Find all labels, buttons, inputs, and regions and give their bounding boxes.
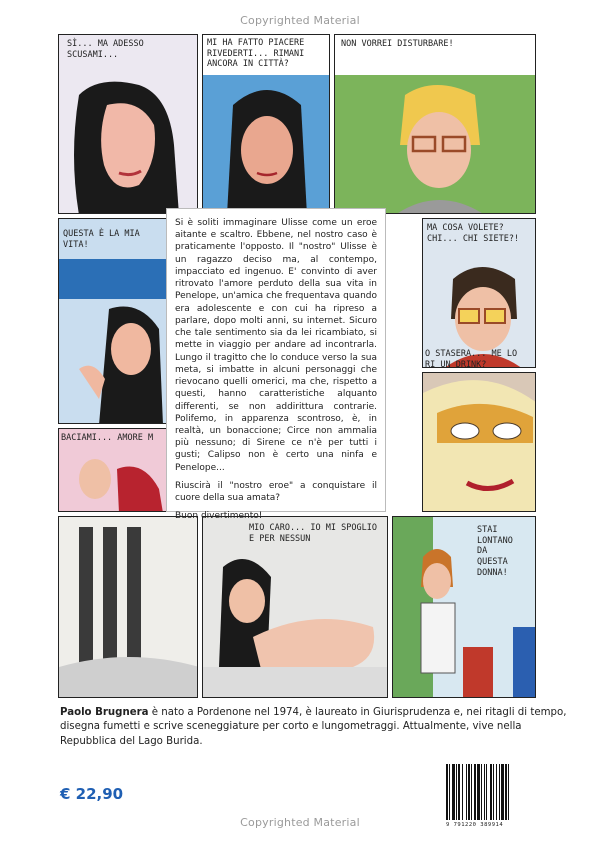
panel-8-illustration (59, 517, 198, 698)
author-bio (60, 706, 580, 749)
back-cover-blurb (166, 208, 386, 522)
panel-1-illustration (59, 35, 198, 214)
comic-panel-1 (58, 34, 198, 214)
speech-bubble-6: O STASERA... ME LO RI UN DRINK? (425, 349, 518, 368)
blurb-paragraph-1: Si è soliti immaginare Ulisse come un eroe aitante e scaltro. Ebbene, nel nostro caso è praticamente l'opposto. Il "nostro" Ulisse è un ragazzo deciso ma, al contempo, impacciato ed ingenuo. E' convinto di aver ritrovato l'amore perduto della sua vita in Penelope, un'amica che frequentava quando era adolescente e con cui ha ripreso a parlare, dopo molti anni, su internet. Sicuro che tale sentimento sia da lei ricambiato, si mette in viaggio per andare ad incontrarla. Lungo il tragitto che lo conduce verso la sua meta, si imbatte in alcuni personaggi che rievocano quelli omerici, ma che, rispetto a questi, hanno caratteristiche alquanto differenti, se non addirittura contrarie. Polifemo, in apparenza scontroso, è, in realtà, un bonaccione; Circe non ammalia più nessuno; di Sirene ce n'è per tutti i gusti; Calipso non è certo una ninfa e Penelope... (175, 218, 377, 473)
watermark-bottom: Copyrighted Material (240, 816, 360, 829)
speech-bubble-5: MA COSA VOLETE? CHI... CHI SIETE?! (427, 223, 520, 244)
comic-panel-2 (202, 34, 330, 214)
speech-bubble-4: QUESTA È LA MIA VITA! (63, 229, 140, 250)
comic-panel-6 (422, 372, 536, 512)
speech-bubble-9: STAI LONTANO DA QUESTA DONNA! (477, 525, 513, 578)
watermark-top: Copyrighted Material (240, 14, 360, 27)
speech-bubble-3: NON VORREI DISTURBARE! (341, 39, 454, 49)
panel-6-illustration (423, 373, 536, 512)
barcode-bars (444, 764, 536, 822)
blurb-paragraph-2: Riuscirà il "nostro eroe" a conquistare il cuore della sua amata? (175, 480, 377, 504)
author-name: Paolo Brugnera (60, 707, 149, 718)
comic-panel-10 (392, 516, 536, 698)
speech-bubble-2: MI HA FATTO PIACERE RIVEDERTI... RIMANI ANCORA IN CITTÀ? (207, 38, 305, 70)
blurb-paragraph-3: Buon divertimento! (175, 511, 263, 522)
panel-3-illustration (335, 35, 536, 214)
barcode (444, 764, 536, 822)
comic-panel-5 (422, 218, 536, 368)
comic-panel-3 (334, 34, 536, 214)
comic-panel-7 (58, 428, 168, 512)
author-bio-text: è nato a Pordenone nel 1974, è laureato in Giurisprudenza e, nei ritagli di tempo, disegna fumetti e scrive sceneggiature per corto e lungometraggi. Attualmente, vive nella Repubblica del Lago Burida. (60, 707, 567, 747)
price-label: € 22,90 (60, 785, 124, 803)
comic-panel-8 (58, 516, 198, 698)
panel-10-illustration (393, 517, 536, 698)
speech-bubble-8: MIO CARO... IO MI SPOGLIO E PER NESSUN (249, 523, 377, 544)
speech-bubble-7: BACIAMI... AMORE M (61, 433, 154, 443)
comic-panel-4 (58, 218, 168, 424)
speech-bubble-1: SÌ... MA ADESSO SCUSAMI... (67, 39, 144, 60)
isbn-number: 9 791220 389914 (446, 822, 504, 828)
comic-panel-9 (202, 516, 388, 698)
